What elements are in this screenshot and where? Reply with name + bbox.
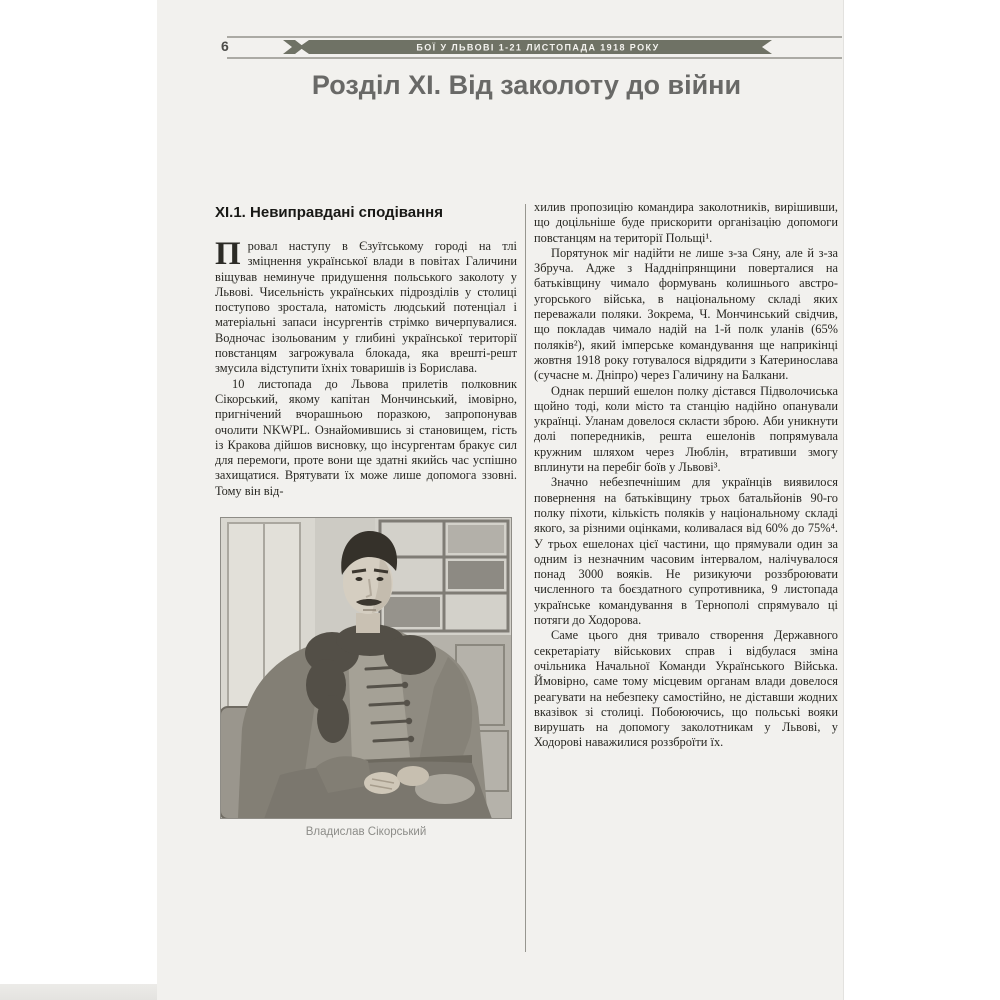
running-header-ribbon [283, 39, 772, 55]
section-heading: XI.1. Невиправдані сподівання [215, 204, 443, 221]
book-page [157, 0, 844, 1000]
dropcap-letter: П [215, 236, 241, 272]
paragraph: Значно небезпечнішим для українців виявилося повернення на батьківщину трьох батальйонів 90-го полку піхоти, кількість поляків у національному складі якого, за різними оцінками, коливалася від 60% до 75%⁴. У трьох ешелонах цієї частини, що прямували один за одним із незначним часовим інтервалом, налічувалося понад 3000 вояків. Не ризикуючи роззброювати численного та боєздатного супротивника, 9 листопада українське командування в Тернополі спрямувало ці потяги до Ходорова. [534, 475, 838, 628]
paragraph: 10 листопада до Львова прилетів полковник Сікорський, якому капітан Мончинський, імовірно, пригнічений вчорашньою поразкою, запропонував очолити NKWPL. Ознайомившись зі становищем, гість із Кракова дійшов висновку, що інсургентам бракує сил для перемоги, проте вони ще здатні якийсь час успішно захищатися. Врятувати їх може лише допомога ззовні. Тому він від- [215, 376, 517, 498]
header-rule-bottom [227, 57, 842, 59]
chapter-title: Розділ XI. Від заколоту до війни [311, 70, 742, 100]
paragraph: хилив пропозицію командира заколотників, вирішивши, що доцільніше буде прискорити організацію допомоги повстанцям на території Польщі¹. [534, 200, 838, 245]
page-number: 6 [221, 38, 229, 54]
paragraph: Саме цього дня тривало створення Державного секретаріату військових справ і відбулася зміна очільника Начальної Команди Українського Війська. Ймовірно, саме тому місцевим органам влади довелося реагувати на небезпеку самостійно, не діставши жодних вказівок зі столиці. Побоюючись, що польські вояки вирушать на допомогу заколотникам у Львові, у Ходорові наважилися роззброїти їх. [534, 628, 838, 750]
photo-caption: Владислав Сікорський [305, 826, 427, 839]
photo-figure [220, 517, 512, 838]
paragraph: Порятунок міг надійти не лише з-за Сяну, але й з-за Збруча. Адже з Наддніпрянщини поверталися на батьківщину чимало формувань колишнього австро-угорського війська, в національному складі яких переважали поляки. Зокрема, Ч. Мончинський свідчив, що покладав чимало надій на 1-й полк уланів (65% поляків²), який імперське командування ще наприкінці жовтня 1918 року готувалося відрядити з Катеринослава (сучасне м. Дніпро) через Галичину на Балкани. [534, 245, 838, 383]
page-content [215, 200, 838, 956]
paragraph: Однак перший ешелон полку дістався Підволочиська щойно тоді, коли місто та станцію надійно опанували українці. Уланам довелося скласти зброю. Аби уникнути долі попередників, решта ешелонів попрямувала кружним шляхом через Люблін, втративши змогу вплинути на перебіг боїв у Львові³. [534, 383, 838, 475]
running-header-text: БОЇ У ЛЬВОВІ 1-21 ЛИСТОПАДА 1918 РОКУ [416, 42, 660, 53]
paragraph [215, 236, 517, 377]
left-column [215, 200, 517, 956]
sikorsky-portrait-photo [220, 517, 512, 819]
column-divider [525, 204, 526, 952]
paragraph-text: ровал наступу в Єзуїтському городі на тлі зміцнення української влади в повітах Галичини віщував неминуче придушення польського заколоту у Львові. Чисельність українських підрозділів у столиці поступово зростала, натомість людський потенціал і матеріальні запаси інсургентів стрімко вичерпувалися. Водночас ізольованим у глибині української території повстанцям загрожувала блокада, яка врешті-решт змусила відступити їхніх товаришів із Борислава. [215, 239, 517, 376]
right-column [534, 200, 838, 956]
header-rule-top [227, 36, 842, 38]
